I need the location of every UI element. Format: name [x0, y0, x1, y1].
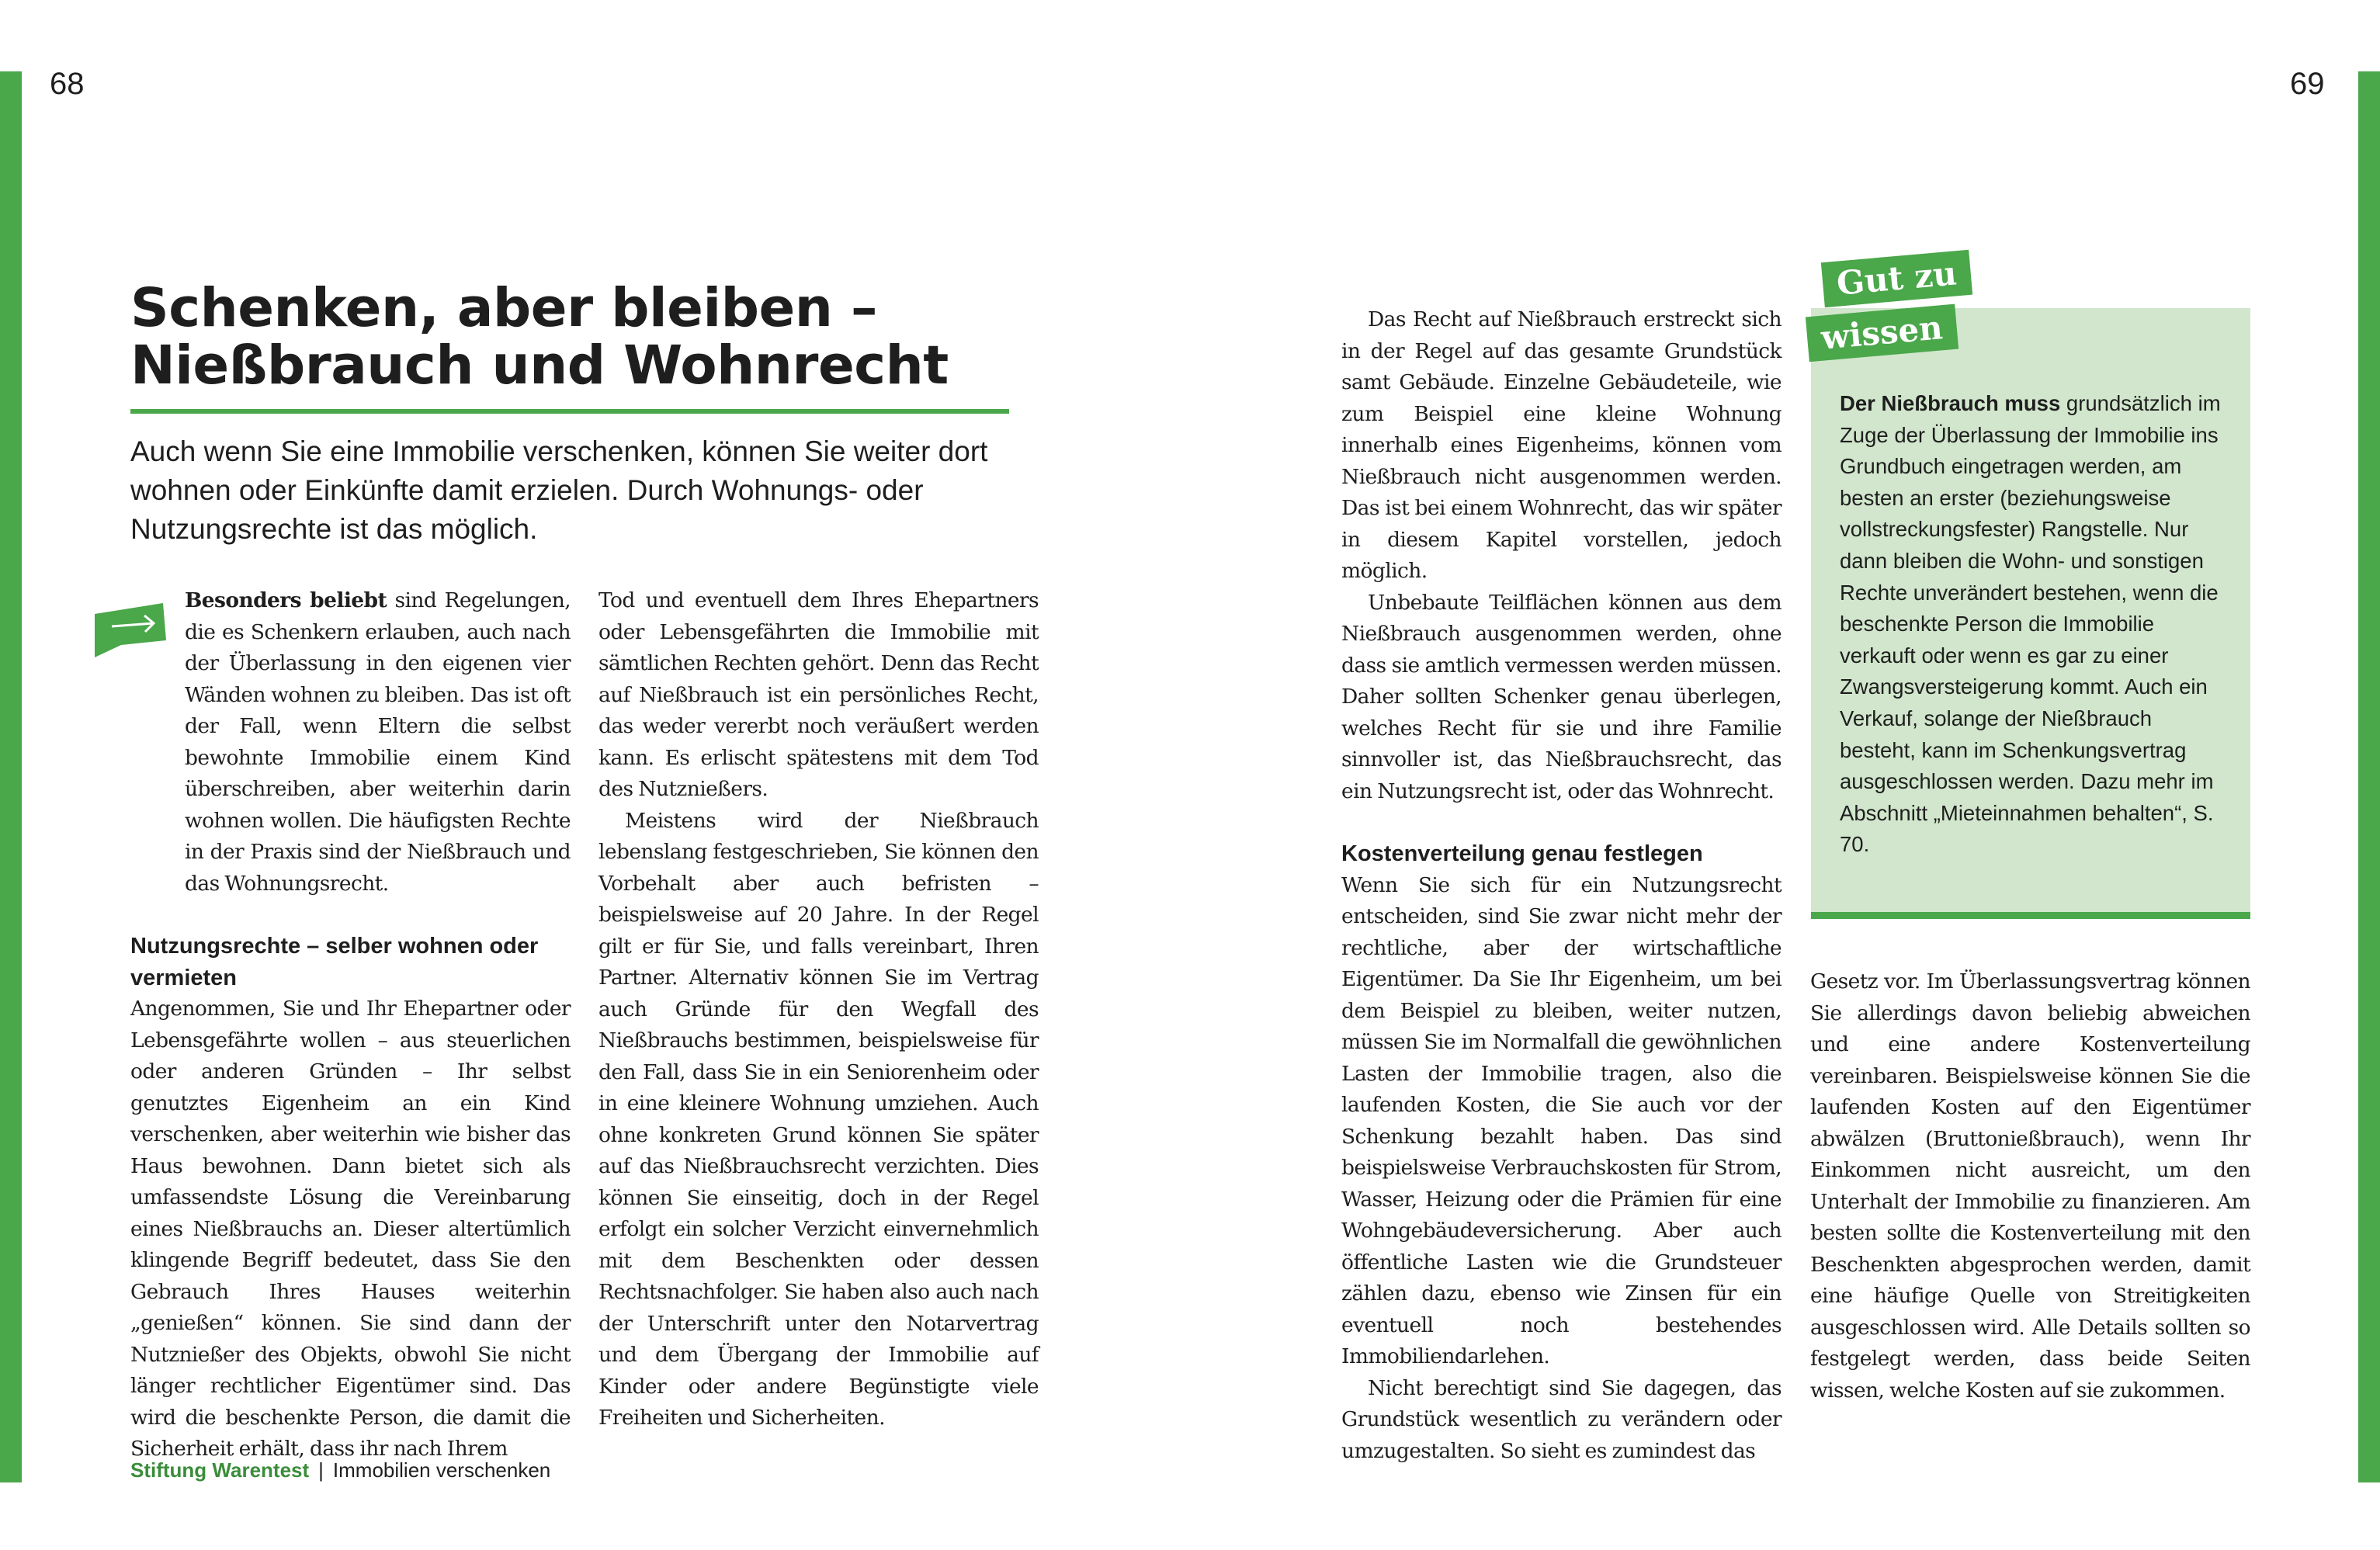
chapter-title-line-2: Nießbrauch und Wohnrecht — [130, 335, 949, 397]
lead-paragraph: Auch wenn Sie eine Immobilie verschenken, können Sie weiter dort wohnen oder Einkünfte damit erzielen. Durch Wohnungs- oder Nutzungsrechte ist das möglich. — [130, 435, 988, 545]
intro-bold-lead: Besonders beliebt — [185, 588, 387, 612]
title-underline — [130, 409, 1009, 414]
intro-paragraph — [130, 585, 571, 900]
paragraph-tod: Tod und eventuell dem Ihres Ehepartners oder Lebensgefährten die Immobilie mit sämtlichen Rechten gehört. Denn das Recht auf Nießbrauch ist ein persönliches Recht, das weder vererbt noch veräußert werden kann. Es erlischt spätestens mit dem Tod des Nutznießers. — [598, 588, 1039, 801]
intro-paragraph-text: sind Regelungen, die es Schenkern erlauben, auch nach der Überlassung in den eigenen vier Wänden wohnen zu bleiben. Das ist oft der Fall, wenn Eltern die selbst bewohnte Immobilie einem Kind überschreiben, aber weiterhin darin wohnen wollen. Die häufigsten Rechte in der Praxis sind der Nießbrauch und das Wohnungsrecht. — [185, 588, 571, 896]
text-column-2 — [598, 585, 1039, 1434]
info-box-tag-line-2: wissen — [1806, 304, 1958, 362]
section-heading-kostenverteilung: Kostenverteilung genau festlegen — [1341, 841, 1703, 866]
paragraph-gesetz-vor: Gesetz vor. Im Überlassungsvertrag können Sie allerdings davon beliebig abweichen und eine andere Kostenverteilung vereinbaren. Beispielsweise können Sie die laufenden Kosten auf den Eigentümer abwälzen (Bruttonießbrauch), wenn Ihr Einkommen nicht ausreicht, um den Unterhalt der Immobilie zu finanzieren. Am besten sollte die Kostenverteilung mit den Beschenkten abgesprochen werden, damit eine häufige Quelle von Streitigkeiten ausgeschlossen wird. Alle Details sollten so festgelegt werden, dass beide Seiten wissen, welche Kosten auf sie zukommen. — [1810, 969, 2250, 1403]
chapter-title — [130, 277, 1015, 397]
info-box-body: grundsätzlich im Zuge der Überlassung der Immobilie ins Grundbuch eingetragen werden, am besten an erster (beziehungsweise vollstreckungsfester) Rangstelle. Nur dann bleiben die Wohn- und sonstigen Rechte unverändert bestehen, wenn die beschenkte Person die Immobilie verkauft oder wenn es gar zu einer Zwangsversteigerung kommt. Auch ein Verkauf, solange der Nießbrauch besteht, kann im Schenkungsvertrag ausgeschlossen werden. Dazu mehr im Abschnitt „Mieteinnahmen behalten“, S. 70. — [1840, 391, 2221, 857]
text-column-4 — [1810, 966, 2250, 1406]
paragraph-recht-auf-niessbrauch: Das Recht auf Nießbrauch erstreckt sich in der Regel auf das gesamte Grundstück samt Gebäude. Einzelne Gebäudeteile, wie zum Beispiel eine kleine Wohnung innerhalb eines Eigenheims, können vom Nießbrauch nicht ausgenommen werden. Das ist bei einem Wohnrecht, das wir später in diesem Kapitel vorstellen, jedoch möglich. — [1341, 307, 1782, 583]
paragraph-meistens: Meistens wird der Nießbrauch lebenslang festgeschrieben, Sie können den Vorbehalt aber auch befristen – beispielsweise auf 20 Jahre. In der Regel gilt er für Sie, und falls vereinbart, Ihren Partner. Alternativ können Sie im Vertrag auch Gründe für den Wegfall des Nießbrauchs bestimmen, beispielsweise für den Fall, dass Sie in ein Seniorenheim oder in eine kleinere Wohnung umziehen. Auch ohne konkreten Grund können Sie später auf das Nießbrauchsrecht verzichten. Dies können Sie einseitig, doch in der Regel erfolgt ein solcher Verzicht einvernehmlich mit dem Beschenkten oder dessen Rechtsnachfolger. Sie haben also auch nach der Unterschrift unter den Notarvertrag und dem Übergang der Immobilie auf Kinder oder andere Begünstigte viele Freiheiten und Sicherheiten. — [598, 808, 1039, 1430]
right-page-edge-bar — [2358, 71, 2380, 1482]
page-number-left: 68 — [50, 67, 85, 101]
chapter-title-line-1: Schenken, aber bleiben – — [130, 277, 877, 339]
paragraph-unbebaute-teilflaechen: Unbebaute Teilflächen können aus dem Nießbrauch ausgenommen werden, ohne dass sie amtlich vermessen werden müssen. Daher sollten Schenker genau überlegen, welches Recht für sie und ihre Familie sinnvoller ist, das Nießbrauchsrecht, das ein Nutzungsrecht ist, oder das Wohnrecht. — [1341, 590, 1782, 803]
section-heading-nutzungsrechte: Nutzungsrechte – selber wohnen oder vermieten — [130, 934, 539, 990]
paragraph-nutzungsrecht: Wenn Sie sich für ein Nutzungsrecht entscheiden, sind Sie zwar nicht mehr der rechtliche, aber der wirtschaftliche Eigentümer. Da Sie Ihr Eigenheim, um bei dem Beispiel zu bleiben, weiter nutzen, müssen Sie im Normalfall die gewöhnlichen Lasten der Immobilie tragen, also die laufenden Kosten, die Sie auch vor der Schenkung bezahlt haben. Das sind beispielsweise Verbrauchskosten für Strom, Wasser, Heizung oder die Prämien für eine Wohngebäudeversicherung. Aber auch öffentliche Lasten wie die Grundsteuer zählen dazu, ebenso wie Zinsen für ein eventuell noch bestehendes Immobiliendarlehen. — [1341, 872, 1782, 1368]
info-box-bold-lead: Der Nießbrauch muss — [1840, 391, 2061, 415]
footer-brand: Stiftung Warentest — [130, 1458, 310, 1482]
paragraph-angenommen: Angenommen, Sie und Ihr Ehepartner oder Lebensgefährte wollen – aus steuerlichen oder anderen Gründen – Ihr selbst genutztes Eigenheim an ein Kind verschenken, aber weiterhin wie bisher das Haus bewohnen. Dann bietet sich als umfassendste Lösung die Vereinbarung eines Nießbrauchs an. Dieser altertümlich klingende Begriff bedeutet, dass Sie den Gebrauch Ihres Hauses weiterhin „genießen“ können. Sie sind dann der Nutznießer des Objekts, obwohl Sie nicht länger rechtlicher Eigentümer sind. Das wird die beschenkte Person, die damit die Sicherheit erhält, dass ihr nach Ihrem — [130, 997, 571, 1461]
paragraph-nicht-berechtigt: Nicht berechtigt sind Sie dagegen, das Grundstück wesentlich zu verändern oder umzugestalten. So sieht es zumindest das — [1341, 1375, 1782, 1463]
left-page-edge-bar — [0, 71, 22, 1482]
text-column-1 — [130, 585, 571, 1465]
page-footer — [130, 1457, 550, 1483]
page-number-right: 69 — [2290, 67, 2325, 101]
info-box-tag-line-1: Gut zu — [1821, 250, 1972, 307]
footer-separator: | — [318, 1458, 324, 1482]
footer-book-title: Immobilien verschenken — [332, 1458, 551, 1482]
text-column-3 — [1341, 304, 1782, 1467]
info-box-text — [1840, 388, 2228, 861]
